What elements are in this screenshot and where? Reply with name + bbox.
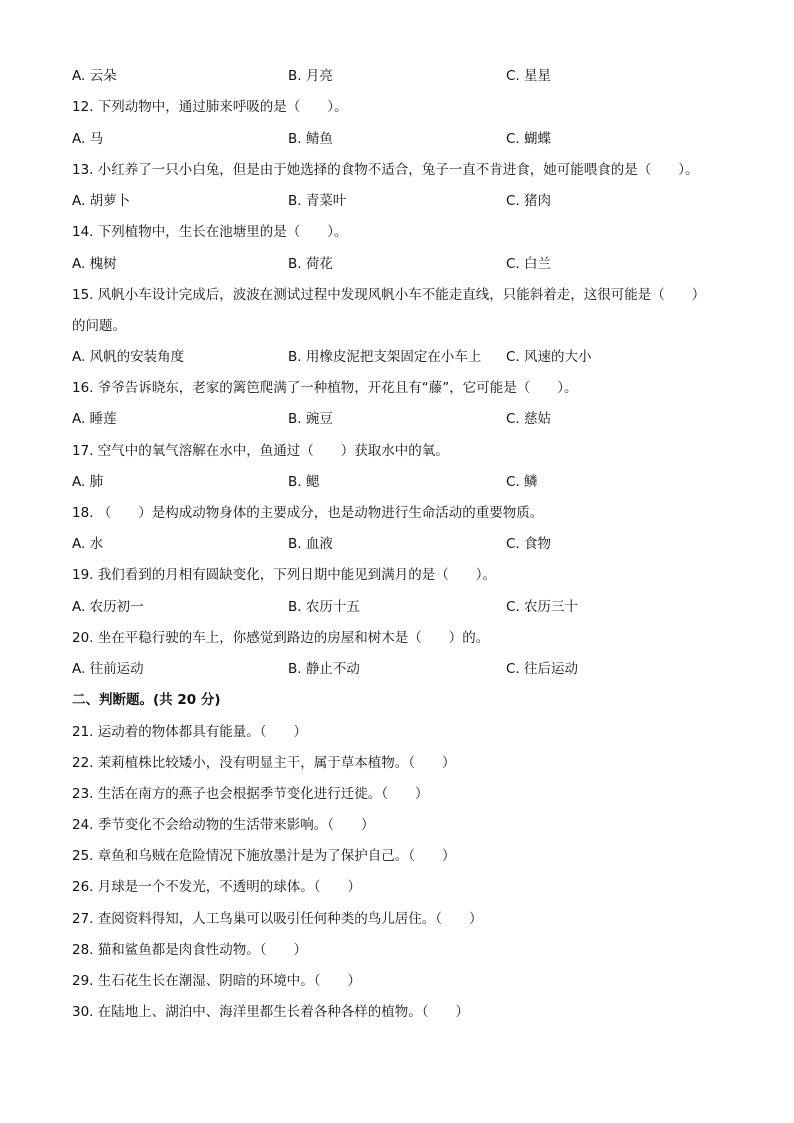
option-a: A. 水 <box>72 536 104 552</box>
option-b: B. 鲭鱼 <box>288 131 333 147</box>
options-q19 <box>72 598 732 616</box>
question-19: 19. 我们看到的月相有圆缺变化，下列日期中能见到满月的是（ ）。 <box>72 567 497 583</box>
options-q15 <box>72 348 732 366</box>
option-b: B. 鳃 <box>288 474 320 490</box>
option-c: C. 往后运动 <box>506 661 579 677</box>
option-c: C. 风速的大小 <box>506 349 592 365</box>
options-q14 <box>72 255 732 273</box>
option-c: C. 食物 <box>506 536 552 552</box>
option-b: B. 用橡皮泥把支架固定在小车上 <box>288 349 482 365</box>
options-q11 <box>72 67 732 85</box>
option-a: A. 往前运动 <box>72 661 144 677</box>
options-q20 <box>72 660 732 678</box>
option-a: A. 睡莲 <box>72 411 117 427</box>
judgment-23: 23. 生活在南方的燕子也会根据季节变化进行迁徙。（ ） <box>72 786 429 802</box>
question-15-line1: 15. 风帆小车设计完成后，波波在测试过程中发现风帆小车不能走直线，只能斜着走，这很可能是（ ） <box>72 287 706 303</box>
option-b: B. 豌豆 <box>288 411 333 427</box>
option-b: B. 静止不动 <box>288 661 360 677</box>
question-12: 12. 下列动物中，通过肺来呼吸的是（ ）。 <box>72 99 348 115</box>
section-heading-judgment: 二、判断题。(共 20 分) <box>72 692 221 708</box>
judgment-26: 26. 月球是一个不发光，不透明的球体。（ ） <box>72 879 362 895</box>
options-q16 <box>72 410 732 428</box>
option-b: B. 血液 <box>288 536 333 552</box>
judgment-29: 29. 生石花生长在潮湿、阴暗的环境中。（ ） <box>72 973 362 989</box>
options-q12 <box>72 130 732 148</box>
option-a: A. 云朵 <box>72 68 117 84</box>
option-c: C. 星星 <box>506 68 552 84</box>
option-b: B. 荷花 <box>288 256 333 272</box>
option-a: A. 风帆的安装角度 <box>72 349 185 365</box>
option-b: B. 青菜叶 <box>288 193 347 209</box>
options-q17 <box>72 473 732 491</box>
question-17: 17. 空气中的氧气溶解在水中，鱼通过（ ）获取水中的氧。 <box>72 443 449 459</box>
judgment-21: 21. 运动着的物体都具有能量。（ ） <box>72 724 308 740</box>
option-c: C. 慈姑 <box>506 411 552 427</box>
option-a: A. 胡萝卜 <box>72 193 131 209</box>
question-15-line2: 的问题。 <box>72 318 126 334</box>
judgment-22: 22. 茉莉植株比较矮小，没有明显主干，属于草本植物。（ ） <box>72 755 456 771</box>
question-20: 20. 坐在平稳行驶的车上，你感觉到路边的房屋和树木是（ ）的。 <box>72 630 490 646</box>
option-c: C. 猪肉 <box>506 193 552 209</box>
judgment-30: 30. 在陆地上、湖泊中、海洋里都生长着各种各样的植物。（ ） <box>72 1004 470 1020</box>
options-q13 <box>72 192 732 210</box>
judgment-28: 28. 猫和鲨鱼都是肉食性动物。（ ） <box>72 942 308 958</box>
question-16: 16. 爷爷告诉晓东，老家的篱笆爬满了一种植物，开花且有“藤”，它可能是（ ）。 <box>72 380 578 396</box>
question-18: 18. （ ）是构成动物身体的主要成分，也是动物进行生命活动的重要物质。 <box>72 505 544 521</box>
options-q18 <box>72 535 732 553</box>
option-b: B. 农历十五 <box>288 599 360 615</box>
option-b: B. 月亮 <box>288 68 333 84</box>
option-c: C. 农历三十 <box>506 599 579 615</box>
judgment-25: 25. 章鱼和乌贼在危险情况下施放墨汁是为了保护自己。（ ） <box>72 848 456 864</box>
judgment-27: 27. 查阅资料得知，人工鸟巢可以吸引任何种类的鸟儿居住。（ ） <box>72 911 483 927</box>
option-a: A. 肺 <box>72 474 104 490</box>
option-c: C. 白兰 <box>506 256 552 272</box>
question-13: 13. 小红养了一只小白兔，但是由于她选择的食物不适合，兔子一直不肯进食，她可能喂食的是（ ）。 <box>72 162 699 178</box>
option-c: C. 鳞 <box>506 474 538 490</box>
option-c: C. 蝴蝶 <box>506 131 552 147</box>
judgment-24: 24. 季节变化不会给动物的生活带来影响。（ ） <box>72 817 375 833</box>
option-a: A. 槐树 <box>72 256 117 272</box>
option-a: A. 农历初一 <box>72 599 144 615</box>
option-a: A. 马 <box>72 131 104 147</box>
question-14: 14. 下列植物中，生长在池塘里的是（ ）。 <box>72 224 348 240</box>
